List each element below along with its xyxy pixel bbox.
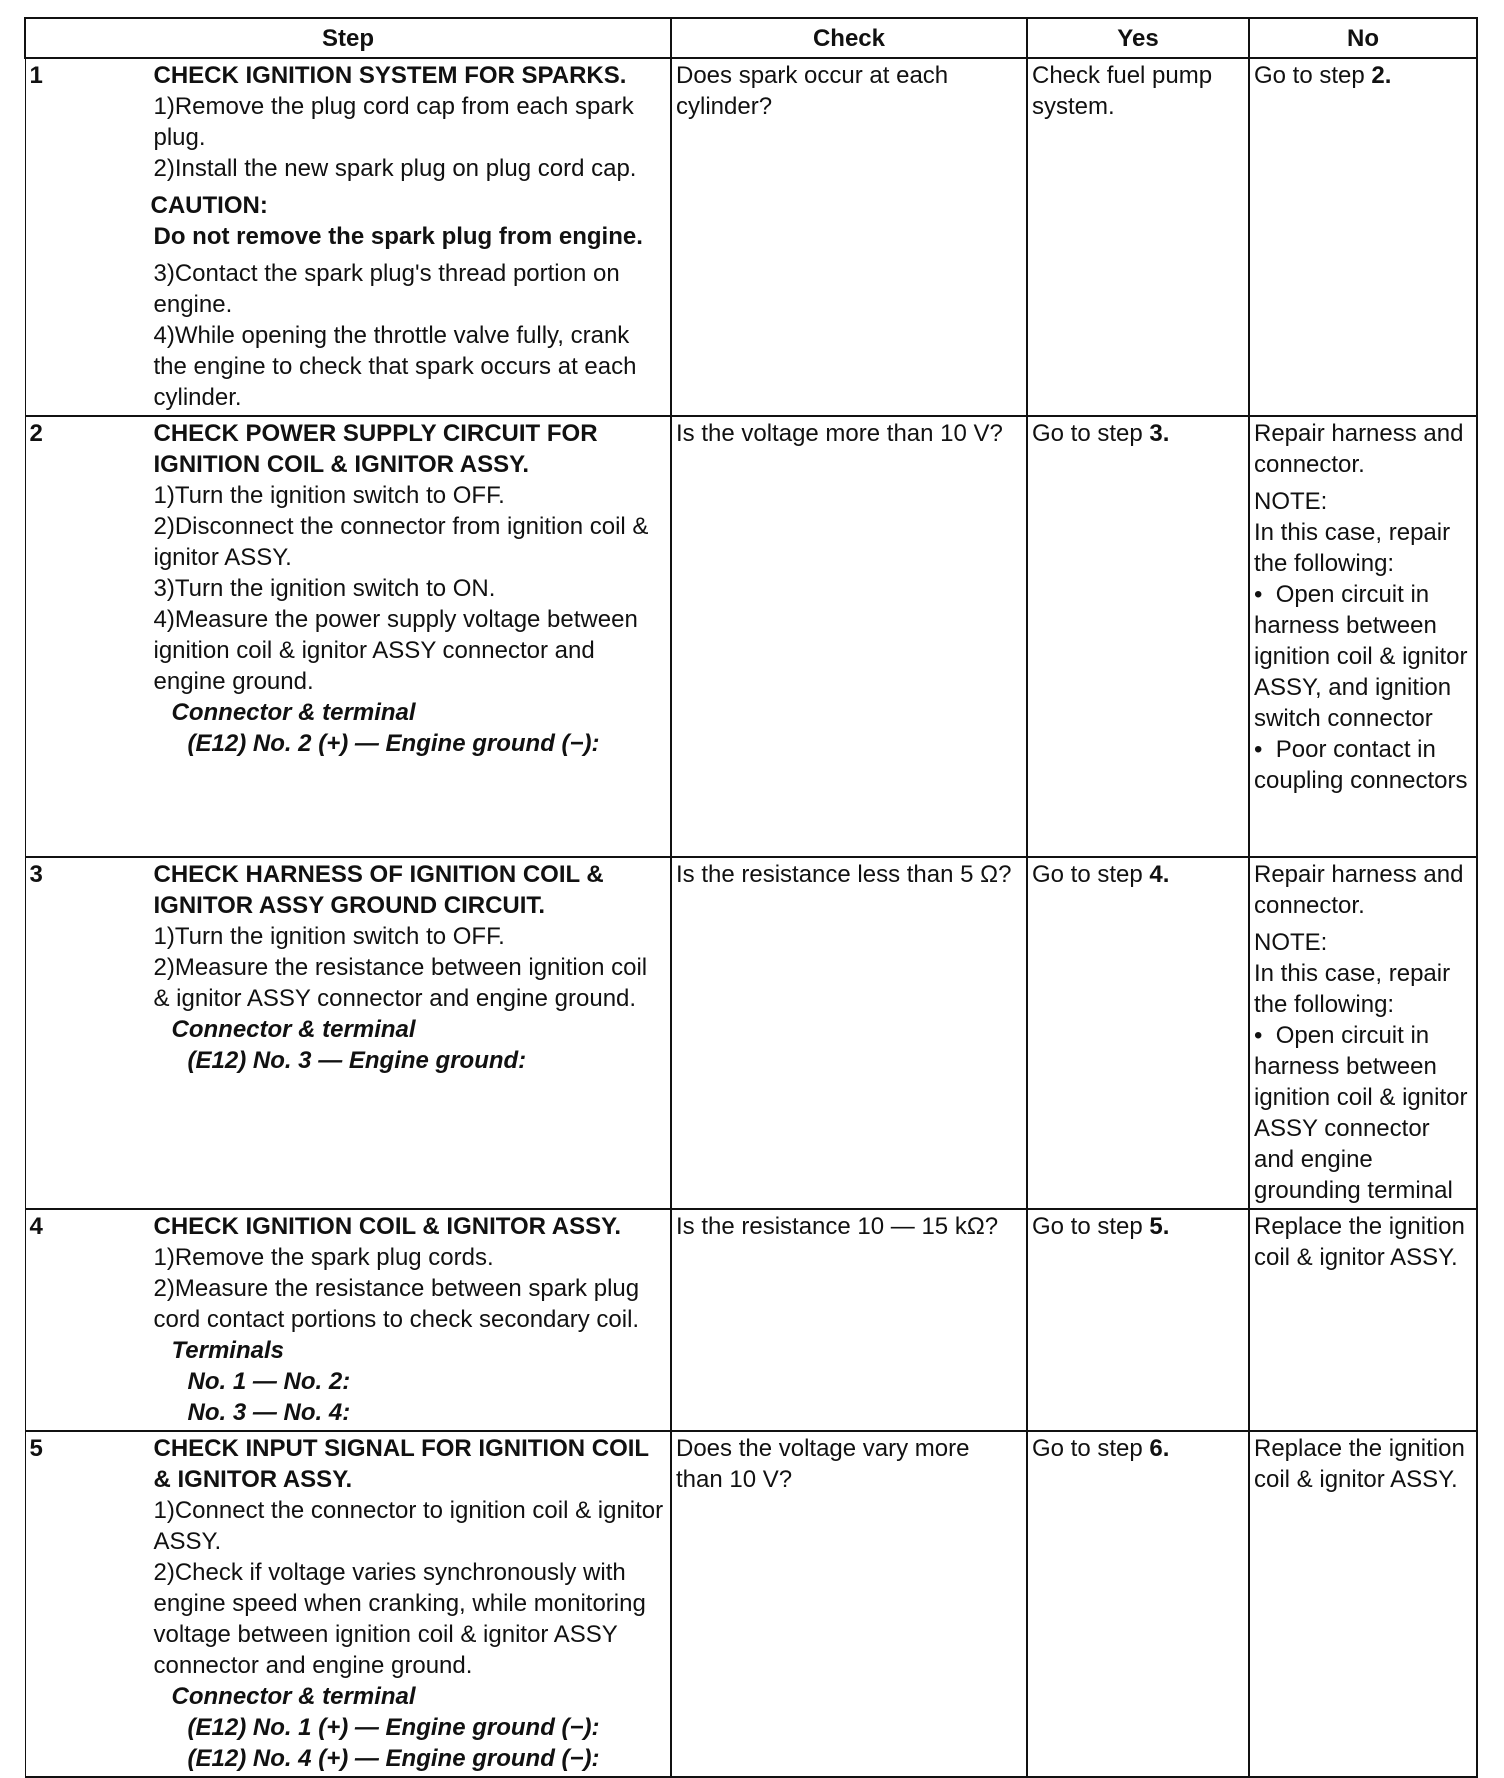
step-cell bbox=[25, 857, 671, 1209]
instruction-line: 1)Turn the ignition switch to OFF. bbox=[153, 923, 505, 950]
table-row bbox=[25, 1431, 1477, 1777]
bullet-item: • Poor contact in coupling connectors bbox=[1254, 734, 1472, 796]
instruction-line: 1)Remove the spark plug cords. bbox=[153, 1244, 494, 1271]
step-cell bbox=[25, 1209, 671, 1431]
note-heading: NOTE: bbox=[1254, 488, 1328, 515]
step-number: 2 bbox=[29, 420, 43, 447]
connector-heading: Connector & terminal bbox=[171, 1016, 416, 1043]
step-reference: 5. bbox=[1149, 1213, 1170, 1240]
step-number: 4 bbox=[29, 1213, 43, 1240]
instruction-line: 4)Measure the power supply voltage between ignition coil & ignitor ASSY connector and engine ground. bbox=[153, 606, 638, 695]
terminal-pair: No. 3 — No. 4: bbox=[187, 1399, 351, 1426]
step-reference: 6. bbox=[1149, 1435, 1170, 1462]
instruction-line: 1)Connect the connector to ignition coil & ignitor ASSY. bbox=[153, 1497, 664, 1555]
step-reference: 2. bbox=[1371, 62, 1392, 89]
no-cell: Replace the ignition coil & ignitor ASSY. bbox=[1249, 1209, 1477, 1431]
step-number: 3 bbox=[29, 861, 43, 888]
no-cell bbox=[1249, 416, 1477, 857]
header-yes: Yes bbox=[1027, 18, 1249, 58]
table-row bbox=[25, 58, 1477, 416]
instruction-line: 1)Turn the ignition switch to OFF. bbox=[153, 482, 505, 509]
bullet-item: • Open circuit in harness between ignition coil & ignitor ASSY connector and engine grounding terminal bbox=[1254, 1020, 1472, 1206]
step-instructions bbox=[154, 858, 671, 1078]
terminals-heading: Terminals bbox=[171, 1337, 284, 1364]
step-number: 1 bbox=[29, 62, 43, 89]
step-instructions bbox=[154, 417, 671, 761]
check-cell: Does the voltage vary more than 10 V? bbox=[671, 1431, 1027, 1777]
check-cell: Is the resistance less than 5 Ω? bbox=[671, 857, 1027, 1209]
no-text: Repair harness and connector. bbox=[1254, 420, 1464, 478]
yes-text: Go to step bbox=[1032, 1213, 1150, 1240]
instruction-line: 2)Measure the resistance between spark plug cord contact portions to check secondary coil. bbox=[153, 1275, 640, 1333]
header-step: Step bbox=[25, 18, 671, 58]
table-header-row bbox=[25, 18, 1477, 58]
step-title: CHECK HARNESS OF IGNITION COIL & IGNITOR ASSY GROUND CIRCUIT. bbox=[153, 861, 604, 919]
step-cell bbox=[25, 58, 671, 416]
connector-terminal: (E12) No. 4 (+) — Engine ground (−): bbox=[187, 1745, 600, 1772]
connector-terminal: (E12) No. 1 (+) — Engine ground (−): bbox=[187, 1714, 600, 1741]
step-cell bbox=[25, 416, 671, 857]
no-cell bbox=[1249, 857, 1477, 1209]
instruction-line: 2)Disconnect the connector from ignition coil & ignitor ASSY. bbox=[153, 513, 649, 571]
table-row bbox=[25, 1209, 1477, 1431]
caution-text: Do not remove the spark plug from engine. bbox=[153, 223, 643, 250]
terminal-pair: No. 1 — No. 2: bbox=[187, 1368, 351, 1395]
yes-text: Go to step bbox=[1032, 861, 1150, 888]
connector-terminal: (E12) No. 3 — Engine ground: bbox=[187, 1047, 527, 1074]
connector-terminal: (E12) No. 2 (+) — Engine ground (−): bbox=[187, 730, 600, 757]
step-title: CHECK POWER SUPPLY CIRCUIT FOR IGNITION COIL & IGNITOR ASSY. bbox=[153, 420, 598, 478]
table-row bbox=[25, 416, 1477, 857]
yes-cell bbox=[1027, 1431, 1249, 1777]
yes-text: Go to step bbox=[1032, 1435, 1150, 1462]
step-reference: 3. bbox=[1149, 420, 1170, 447]
table-row bbox=[25, 857, 1477, 1209]
instruction-line: 2)Check if voltage varies synchronously with engine speed when cranking, while monitoring voltage between ignition coil & ignitor ASSY connector and engine ground. bbox=[153, 1559, 646, 1679]
instruction-line: 3)Contact the spark plug's thread portion on engine. bbox=[153, 260, 620, 318]
no-cell bbox=[1249, 58, 1477, 416]
step-reference: 4. bbox=[1149, 861, 1170, 888]
yes-cell bbox=[1027, 857, 1249, 1209]
diagnostic-table bbox=[24, 17, 1478, 1778]
step-instructions bbox=[154, 1432, 671, 1776]
step-title: CHECK IGNITION COIL & IGNITOR ASSY. bbox=[153, 1213, 622, 1240]
instruction-line: 2)Measure the resistance between ignition coil & ignitor ASSY connector and engine ground. bbox=[153, 954, 648, 1012]
check-cell: Is the resistance 10 — 15 kΩ? bbox=[671, 1209, 1027, 1431]
connector-heading: Connector & terminal bbox=[171, 699, 416, 726]
instruction-line: 4)While opening the throttle valve fully, crank the engine to check that spark occurs at each cylinder. bbox=[153, 322, 637, 411]
check-cell: Does spark occur at each cylinder? bbox=[671, 58, 1027, 416]
yes-cell bbox=[1027, 416, 1249, 857]
no-cell: Replace the ignition coil & ignitor ASSY. bbox=[1249, 1431, 1477, 1777]
yes-text: Go to step bbox=[1032, 420, 1150, 447]
caution-heading: CAUTION: bbox=[150, 192, 268, 219]
header-check: Check bbox=[671, 18, 1027, 58]
yes-cell: Check fuel pump system. bbox=[1027, 58, 1249, 416]
header-no: No bbox=[1249, 18, 1477, 58]
check-cell: Is the voltage more than 10 V? bbox=[671, 416, 1027, 857]
yes-cell bbox=[1027, 1209, 1249, 1431]
step-title: CHECK IGNITION SYSTEM FOR SPARKS. bbox=[153, 62, 627, 89]
step-title: CHECK INPUT SIGNAL FOR IGNITION COIL & IGNITOR ASSY. bbox=[153, 1435, 649, 1493]
note-heading: NOTE: bbox=[1254, 929, 1328, 956]
step-instructions bbox=[150, 59, 671, 415]
step-number: 5 bbox=[29, 1435, 43, 1462]
no-text: Go to step bbox=[1254, 62, 1372, 89]
no-text: Repair harness and connector. bbox=[1254, 861, 1464, 919]
instruction-line: 1)Remove the plug cord cap from each spark plug. bbox=[153, 93, 634, 151]
instruction-line: 2)Install the new spark plug on plug cord cap. bbox=[153, 155, 637, 182]
instruction-line: 3)Turn the ignition switch to ON. bbox=[153, 575, 496, 602]
note-text: In this case, repair the following: bbox=[1254, 519, 1451, 577]
step-cell bbox=[25, 1431, 671, 1777]
step-instructions bbox=[154, 1210, 671, 1430]
note-text: In this case, repair the following: bbox=[1254, 960, 1451, 1018]
connector-heading: Connector & terminal bbox=[171, 1683, 416, 1710]
bullet-item: • Open circuit in harness between ignition coil & ignitor ASSY, and ignition switch connector bbox=[1254, 579, 1472, 734]
